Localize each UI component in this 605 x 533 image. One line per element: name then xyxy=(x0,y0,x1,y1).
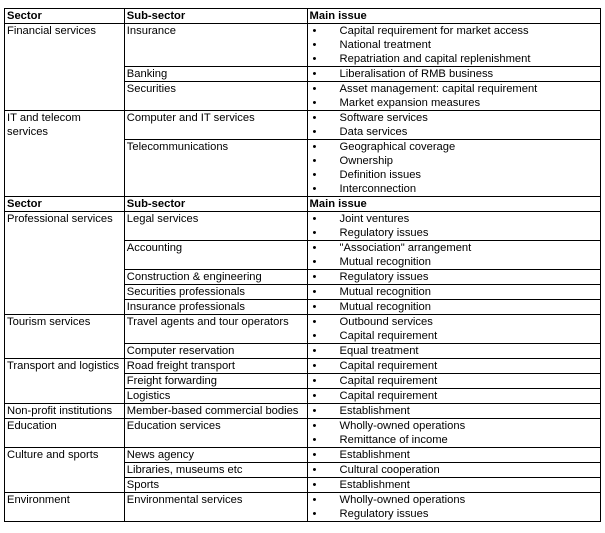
bullet-icon: • xyxy=(312,316,317,328)
sector-cell: Culture and sports xyxy=(5,448,125,493)
issue-text: Mutual recognition xyxy=(339,286,431,298)
bullet-icon: • xyxy=(312,141,317,153)
main-issue-cell xyxy=(307,478,600,493)
main-issue-cell xyxy=(307,212,600,241)
issue-item xyxy=(310,168,598,182)
main-issue-cell xyxy=(307,419,600,448)
bullet-icon: • xyxy=(312,53,317,65)
issue-item xyxy=(310,315,598,329)
issue-item xyxy=(310,493,598,507)
sector-issues-table xyxy=(4,8,601,522)
issue-text: Capital requirement xyxy=(339,375,438,387)
issue-text: Interconnection xyxy=(339,183,417,195)
issue-text: Regulatory issues xyxy=(339,227,429,239)
table-body xyxy=(5,9,601,522)
bullet-icon: • xyxy=(312,183,317,195)
header-row xyxy=(5,9,601,24)
issue-text: Equal treatment xyxy=(339,345,419,357)
bullet-icon: • xyxy=(312,301,317,313)
issue-text: Wholly-owned operations xyxy=(339,494,466,506)
bullet-icon: • xyxy=(312,25,317,37)
bullet-icon: • xyxy=(312,286,317,298)
sub-sector-cell: Accounting xyxy=(124,241,307,270)
table-row xyxy=(5,24,601,67)
main-issue-cell xyxy=(307,448,600,463)
bullet-icon: • xyxy=(312,375,317,387)
main-issue-cell xyxy=(307,374,600,389)
issue-item xyxy=(310,507,598,521)
issue-text: Geographical coverage xyxy=(339,141,456,153)
issue-item xyxy=(310,154,598,168)
header-sub-sector: Sub-sector xyxy=(124,197,307,212)
main-issue-cell xyxy=(307,315,600,344)
issue-item xyxy=(310,241,598,255)
table-row xyxy=(5,493,601,522)
bullet-icon: • xyxy=(312,169,317,181)
main-issue-cell xyxy=(307,285,600,300)
bullet-icon: • xyxy=(312,449,317,461)
issue-text: Mutual recognition xyxy=(339,256,431,268)
issue-text: Establishment xyxy=(339,479,410,491)
issue-item xyxy=(310,125,598,139)
table-row xyxy=(5,212,601,241)
sub-sector-cell: Securities xyxy=(124,82,307,111)
table-row xyxy=(5,111,601,140)
issue-text: Definition issues xyxy=(339,169,422,181)
issue-text: Establishment xyxy=(339,405,410,417)
issue-item xyxy=(310,82,598,96)
table-row xyxy=(5,359,601,374)
issue-text: Establishment xyxy=(339,449,410,461)
issue-item xyxy=(310,419,598,433)
bullet-icon: • xyxy=(312,464,317,476)
sub-sector-cell: Computer reservation xyxy=(124,344,307,359)
issue-text: Data services xyxy=(339,126,408,138)
main-issue-cell xyxy=(307,24,600,67)
main-issue-cell xyxy=(307,359,600,374)
bullet-icon: • xyxy=(312,112,317,124)
issue-text: Cultural cooperation xyxy=(339,464,440,476)
sector-cell: Environment xyxy=(5,493,125,522)
header-sector: Sector xyxy=(5,197,125,212)
issue-item xyxy=(310,38,598,52)
header-sub-sector: Sub-sector xyxy=(124,9,307,24)
sub-sector-cell: Insurance professionals xyxy=(124,300,307,315)
sector-cell: Education xyxy=(5,419,125,448)
issue-item xyxy=(310,255,598,269)
issue-item xyxy=(310,140,598,154)
issue-item xyxy=(310,212,598,226)
sector-cell: Tourism services xyxy=(5,315,125,359)
issue-item xyxy=(310,300,598,314)
sub-sector-cell: Construction & engineering xyxy=(124,270,307,285)
issue-item xyxy=(310,359,598,373)
main-issue-cell xyxy=(307,404,600,419)
main-issue-cell xyxy=(307,389,600,404)
bullet-icon: • xyxy=(312,271,317,283)
sub-sector-cell: Sports xyxy=(124,478,307,493)
sub-sector-cell: Telecommunications xyxy=(124,140,307,197)
bullet-icon: • xyxy=(312,155,317,167)
issue-text: Regulatory issues xyxy=(339,271,429,283)
issue-text: Joint ventures xyxy=(339,213,410,225)
issue-item xyxy=(310,448,598,462)
bullet-icon: • xyxy=(312,508,317,520)
issue-text: Regulatory issues xyxy=(339,508,429,520)
table-row xyxy=(5,315,601,344)
issue-text: Outbound services xyxy=(339,316,433,328)
issue-text: Mutual recognition xyxy=(339,301,431,313)
issue-text: National treatment xyxy=(339,39,431,51)
sub-sector-cell: Banking xyxy=(124,67,307,82)
issue-item xyxy=(310,226,598,240)
sub-sector-cell: Libraries, museums etc xyxy=(124,463,307,478)
bullet-icon: • xyxy=(312,360,317,372)
bullet-icon: • xyxy=(312,405,317,417)
header-main-issue: Main issue xyxy=(307,197,600,212)
main-issue-cell xyxy=(307,67,600,82)
sub-sector-cell: Environmental services xyxy=(124,493,307,522)
issue-item xyxy=(310,52,598,66)
main-issue-cell xyxy=(307,493,600,522)
issue-text: Capital requirement xyxy=(339,360,438,372)
issue-text: Capital requirement xyxy=(339,330,438,342)
issue-text: Market expansion measures xyxy=(339,97,481,109)
issue-text: Remittance of income xyxy=(339,434,448,446)
bullet-icon: • xyxy=(312,97,317,109)
issue-text: Ownership xyxy=(339,155,394,167)
issue-item xyxy=(310,270,598,284)
issue-text: Liberalisation of RMB business xyxy=(339,68,494,80)
sector-cell: Professional services xyxy=(5,212,125,315)
bullet-icon: • xyxy=(312,330,317,342)
bullet-icon: • xyxy=(312,68,317,80)
main-issue-cell xyxy=(307,270,600,285)
bullet-icon: • xyxy=(312,420,317,432)
table-row xyxy=(5,419,601,448)
issue-text: Asset management: capital requirement xyxy=(339,83,538,95)
issue-item xyxy=(310,182,598,196)
issue-item xyxy=(310,285,598,299)
bullet-icon: • xyxy=(312,434,317,446)
issue-item xyxy=(310,111,598,125)
sub-sector-cell: Member-based commercial bodies xyxy=(124,404,307,419)
sub-sector-cell: Computer and IT services xyxy=(124,111,307,140)
sub-sector-cell: Logistics xyxy=(124,389,307,404)
issue-text: Software services xyxy=(339,112,428,124)
sub-sector-cell: Road freight transport xyxy=(124,359,307,374)
issue-item xyxy=(310,404,598,418)
bullet-icon: • xyxy=(312,494,317,506)
bullet-icon: • xyxy=(312,345,317,357)
main-issue-cell xyxy=(307,463,600,478)
sub-sector-cell: Freight forwarding xyxy=(124,374,307,389)
issue-text: "Association" arrangement xyxy=(339,242,472,254)
bullet-icon: • xyxy=(312,213,317,225)
bullet-icon: • xyxy=(312,390,317,402)
sector-cell: Financial services xyxy=(5,24,125,111)
main-issue-cell xyxy=(307,140,600,197)
bullet-icon: • xyxy=(312,256,317,268)
header-sector: Sector xyxy=(5,9,125,24)
issue-item xyxy=(310,24,598,38)
issue-item xyxy=(310,463,598,477)
sub-sector-cell: Securities professionals xyxy=(124,285,307,300)
main-issue-cell xyxy=(307,111,600,140)
main-issue-cell xyxy=(307,300,600,315)
sub-sector-cell: Insurance xyxy=(124,24,307,67)
sector-cell: Transport and logistics xyxy=(5,359,125,404)
sub-sector-cell: Legal services xyxy=(124,212,307,241)
main-issue-cell xyxy=(307,82,600,111)
issue-item xyxy=(310,433,598,447)
issue-item xyxy=(310,329,598,343)
bullet-icon: • xyxy=(312,39,317,51)
issue-item xyxy=(310,67,598,81)
issue-text: Wholly-owned operations xyxy=(339,420,466,432)
bullet-icon: • xyxy=(312,242,317,254)
issue-item xyxy=(310,374,598,388)
issue-item xyxy=(310,344,598,358)
issue-text: Capital requirement xyxy=(339,390,438,402)
table-row xyxy=(5,448,601,463)
bullet-icon: • xyxy=(312,126,317,138)
bullet-icon: • xyxy=(312,227,317,239)
main-issue-cell xyxy=(307,241,600,270)
issue-text: Capital requirement for market access xyxy=(339,25,529,37)
issue-item xyxy=(310,389,598,403)
sub-sector-cell: Education services xyxy=(124,419,307,448)
header-row xyxy=(5,197,601,212)
issue-item xyxy=(310,96,598,110)
sub-sector-cell: Travel agents and tour operators xyxy=(124,315,307,344)
header-main-issue: Main issue xyxy=(307,9,600,24)
sector-cell: Non-profit institutions xyxy=(5,404,125,419)
sub-sector-cell: News agency xyxy=(124,448,307,463)
sector-cell: IT and telecom services xyxy=(5,111,125,197)
bullet-icon: • xyxy=(312,83,317,95)
table-row xyxy=(5,404,601,419)
bullet-icon: • xyxy=(312,479,317,491)
issue-item xyxy=(310,478,598,492)
issue-text: Repatriation and capital replenishment xyxy=(339,53,531,65)
main-issue-cell xyxy=(307,344,600,359)
